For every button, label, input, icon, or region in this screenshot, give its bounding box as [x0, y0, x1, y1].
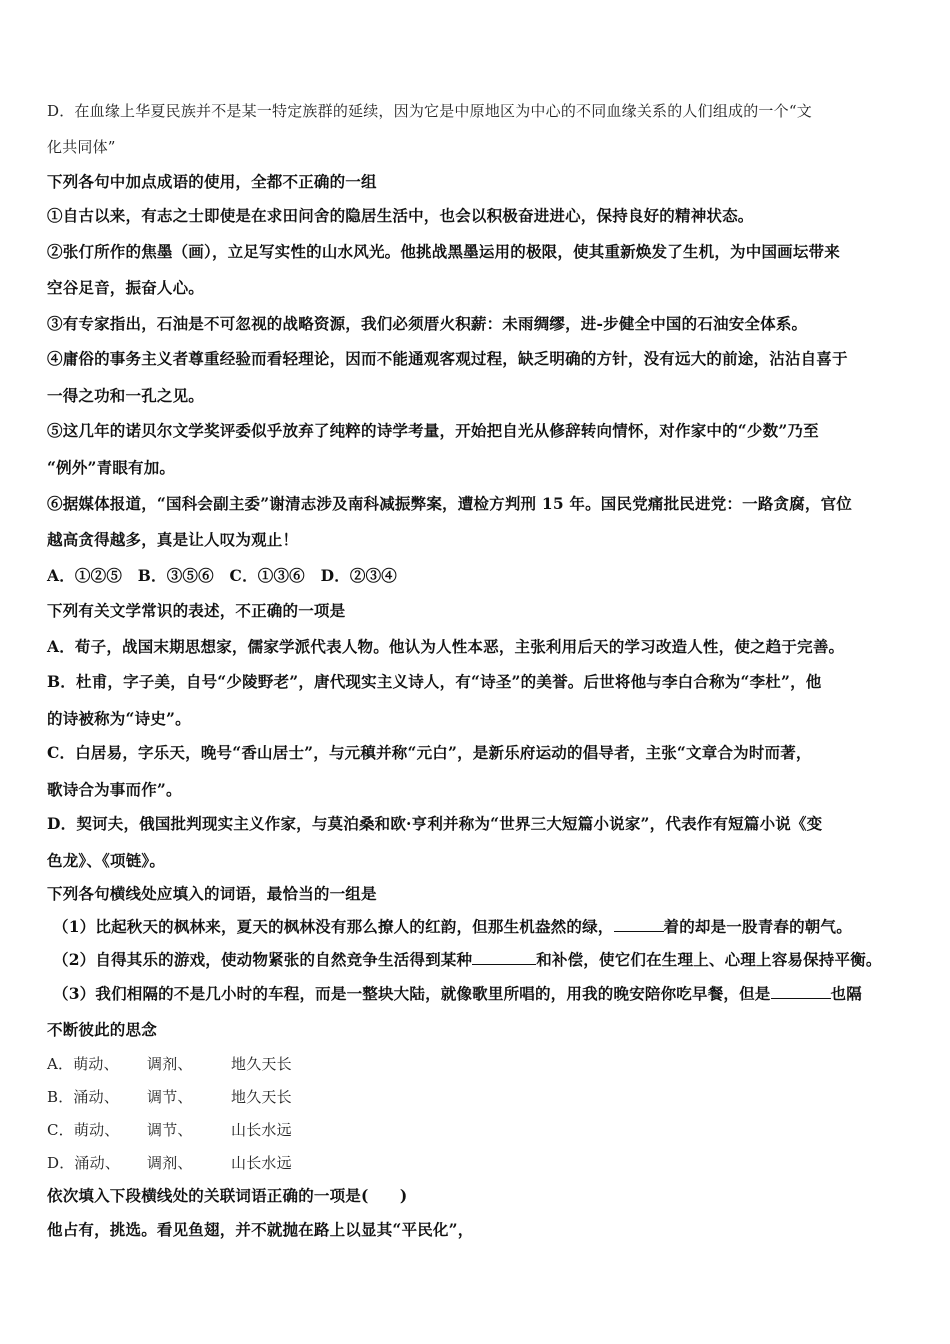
sentence-4-cont: 一得之功和一孔之见。 — [47, 386, 205, 405]
option-d: D．涌动、 调剂、 山长水远 — [47, 1154, 292, 1172]
question-stem: 下列各句中加点成语的使用，全都不正确的一组 — [47, 172, 377, 191]
sentence-4: ④庸俗的事务主义者尊重经验而看轻理论，因而不能通观客观过程，缺乏明确的方针，没有远大的前途，沾沾自喜于 — [47, 349, 848, 368]
sentence-1: （1）比起秋天的枫林来，夏天的枫林没有那么撩人的红韵，但那生机盎然的绿， 着的却是一股青春的朝气。 — [53, 917, 852, 936]
option-b: B．涌动、 调节、 地久天长 — [47, 1088, 292, 1106]
sentence-1: ①自古以来，有志之士即使是在求田问舍的隐居生活中，也会以积极奋进进心，保持良好的精神状态。 — [47, 206, 754, 225]
option-a: A．荀子，战国末期思想家，儒家学派代表人物。他认为人性本恶，主张利用后天的学习改造人性，使之趋于完善。 — [47, 637, 845, 656]
sentence-5: ⑤这几年的诺贝尔文学奖评委似乎放弃了纯粹的诗学考量，开始把自光从修辞转向情怀，对作家中的“少数”乃至 — [47, 421, 819, 440]
option-c-cont: 歌诗合为事而作”。 — [47, 780, 182, 799]
sentence-3: ③有专家指出，石油是不可忽视的战略资源，我们必须厝火积薪：未雨绸缪，进-步健全中国的石油安全体系。 — [47, 314, 808, 333]
option-b-cont: 的诗被称为“诗史”。 — [47, 709, 191, 728]
passage-text: 他占有，挑选。看见鱼翅，并不就抛在路上以显其“平民化”， — [47, 1220, 474, 1239]
sentence-3: （3）我们相隔的不是几小时的车程，而是一整块大陆，就像歌里所唱的，用我的晚安陪你吃早餐，但是 也隔 — [53, 984, 862, 1003]
question-stem: 依次填入下段横线处的关联词语正确的一项是( ) — [47, 1186, 408, 1205]
sentence-2-cont: 空谷足音，振奋人心。 — [47, 278, 205, 297]
sentence-2: （2）自得其乐的游戏，使动物紧张的自然竞争生活得到某种 和补偿，使它们在生理上、心理上容易保持平衡。 — [53, 950, 882, 969]
question-stem: 下列各句横线处应填入的词语，最恰当的一组是 — [47, 884, 377, 903]
sentence-3-cont: 不断彼此的思念 — [47, 1020, 157, 1039]
option-b: B．杜甫，字子美，自号“少陵野老”，唐代现实主义诗人，有“诗圣”的美誉。后世将他与李白合称为“李杜”，他 — [47, 672, 822, 691]
option-a: A．萌动、 调剂、 地久天长 — [47, 1055, 292, 1073]
option-d-line-cont: 化共同体” — [47, 138, 116, 156]
fill-blank — [472, 950, 536, 965]
answer-options: A．①②⑤ B．③⑤⑥ C．①③⑥ D．②③④ — [47, 566, 398, 585]
sentence-2: ②张仃所作的焦墨（画），立足写实性的山水风光。他挑战黑墨运用的极限，使其重新焕发了生机，为中国画坛带来 — [47, 242, 840, 261]
option-c: C．白居易，字乐天，晚号“香山居士”，与元稹并称“元白”，是新乐府运动的倡导者，主张“文章合为时而著， — [47, 743, 812, 762]
fill-blank — [771, 984, 831, 999]
question-stem: 下列有关文学常识的表述，不正确的一项是 — [47, 601, 346, 620]
option-d-cont: 色龙》、《项链》。 — [47, 851, 166, 870]
sentence-6-cont: 越高贪得越多，真是让人叹为观止！ — [47, 530, 299, 549]
sentence-6: ⑥据媒体报道，“国科会副主委”谢清志涉及南科减振弊案，遭检方判刑 15 年。国民党痛批民进党：一路贪腐，官位 — [47, 494, 852, 513]
sentence-5-cont: “例外”青眼有加。 — [47, 458, 176, 477]
option-c: C．萌动、 调节、 山长水远 — [47, 1121, 292, 1139]
option-d-line: D．在血缘上华夏民族并不是某一特定族群的延续，因为它是中原地区为中心的不同血缘关系的人们组成的一个“文 — [47, 102, 812, 120]
option-d: D．契诃夫，俄国批判现实主义作家，与莫泊桑和欧·亨利并称为“世界三大短篇小说家”，代表作有短篇小说《变 — [47, 814, 823, 833]
fill-blank — [614, 917, 664, 932]
